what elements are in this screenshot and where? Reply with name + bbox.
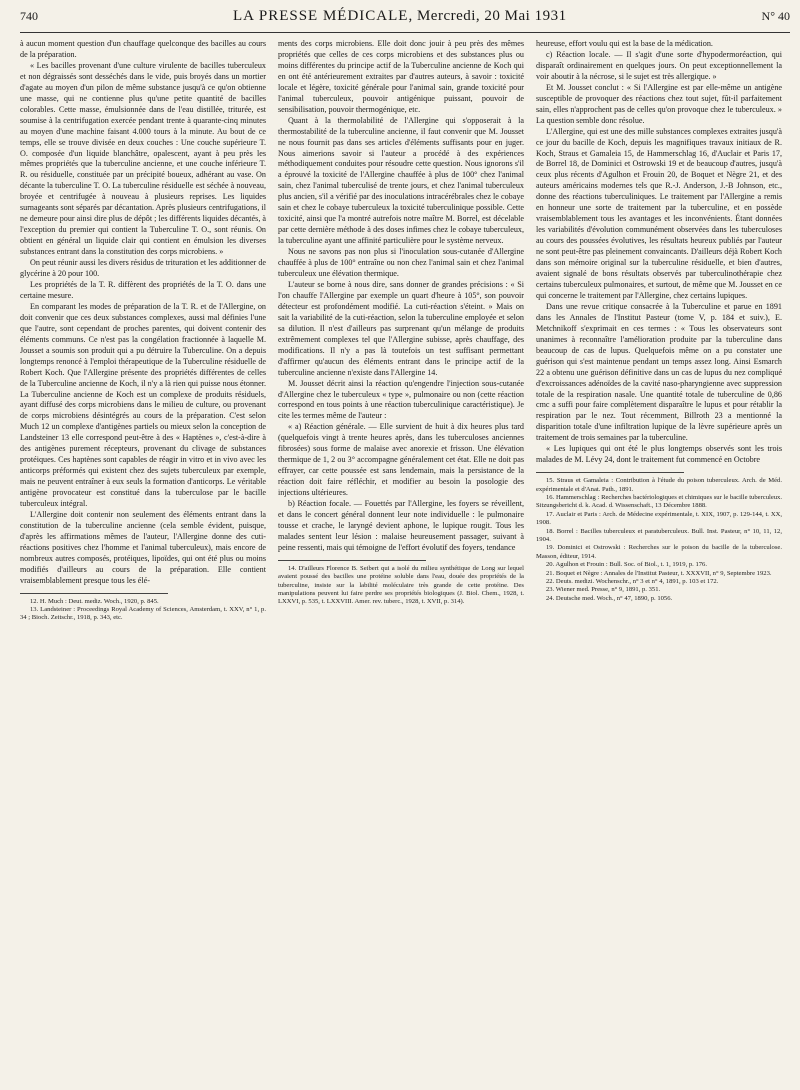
column-3 (536, 39, 782, 1059)
footnote-divider (278, 560, 426, 561)
footnotes (278, 565, 524, 607)
running-title: LA PRESSE MÉDICALE, Mercredi, 20 Mai 1931 (232, 8, 567, 24)
footnote: 14. D'ailleurs Florence B. Seibert qui a isolé du milieu synthétique de Long sur lequel avaient poussé des bacilles une protéine soluble dans l'eau, douée des propriétés de la tuberculine, insiste sur la labilité moléculaire très grande de cette protéine. Des manipulations peuvent lui faire perdre ses propriétés biologiques (J. Biol. Chem., 1928, t. LXXVI, p. 535, t. LXXVIII. Amer. rev. tuberc., 1928, t. XVII, p. 314). (278, 564, 524, 606)
paragraph: c) Réaction locale. — Il s'agit d'une sorte d'hypodermoréaction, qui disparaît ordinairement en quelques jours. On peut exceptionnellement la voir aboutir à la nécrose, si le sujet est très allergique. » (536, 49, 782, 81)
paragraph: à aucun moment question d'un chauffage quelconque des bacilles au cours de la préparation. (20, 39, 266, 59)
paragraph: L'auteur se borne à nous dire, sans donner de grandes précisions : « Si l'on chauffe l'Allergine par exemple un quart d'heure à 105°, son pouvoir détecteur est profondément modifié. La cuti-réaction s'éteint. » Mais on sait la variabilité de la cuti-réaction, selon la tuberculine employée et selon sa dilution. Il n'est d'ailleurs pas surprenant qu'un mélange de produits extrêmement complexes tel que l'Allergine subisse, après chauffage, des modifications. Il n'y a pas là toutefois un test suffisant permettant d'affirmer qu'aucun des éléments entrant dans le principe actif de la tuberculine ancienne n'existe dans l'Allergine 14. (278, 279, 524, 377)
paragraph: Dans une revue critique consacrée à la Tuberculine et parue en 1891 dans les Annales de l'Institut Pasteur (tome V, p. 184 et suiv.), E. Metchnikoff s'exprimait en ces termes : « Tous les observateurs sont unanimes à reconnaître l'amélioration produite par la tuberculine dans beaucoup de cas de lupus. Quelquefois même on a pu constater une guérison qui s'est maintenue pendant un temps assez long. Ainsi Esmarch 22 a obtenu une guérison définitive dans un cas de lupus du nez compliqué d'excroissances adénoïdes de la cavité naso-pharyngienne avec suppression totale de la respiration nasale. Une quantité totale de tuberculine de 0,86 cmc a suffi pour faire complètement disparaître le lupus et pour rétablir la respiration par le nez. Tout récemment, Billroth 23 a mentionné la disparition totale d'une infiltration lupique de la lèvre supérieure après un traitement de trois semaines par la tuberculine. (536, 301, 782, 443)
footnote: 20. Agulhon et Frouin : Bull. Soc. of Biol., t. 1, 1919, p. 176. (546, 561, 708, 569)
paragraph: Nous ne savons pas non plus si l'inoculation sous-cutanée d'Allergine chauffée à plus de 100° entraîne ou non chez l'animal sain et chez l'animal tuberculeux une élévation thermique. (278, 247, 524, 279)
column-1 (20, 39, 266, 1059)
footnote: 23. Wiener med. Presse, n° 9, 1891, p. 351. (546, 586, 661, 594)
publication-name: LA PRESSE MÉDICALE (232, 8, 409, 24)
footnote: 12. H. Much : Deut. mediz. Woch., 1920, p. 845. (30, 597, 159, 605)
paragraph: L'Allergine, qui est une des mille substances complexes extraites jusqu'à ce jour du bacille de Koch, depuis les magnifiques travaux initiaux de R. Koch, Straus et Gamaleia 15, de Hammerschlag 16, d'Auclair et Paris 17, de Borrel 18, de Dominici et Ostrowski 19 et de beaucoup d'autres, jusqu'à ceux plus récents d'Agulhon et Frouin 20, de Boquet et Nègre 21, et des auteurs américains modernes tels que R.-J. Anderson, J.-B Johnson, etc., donne des réactions tuberculiniques. Le traitement par l'Allergine a remis en honneur une sorte de traitement par la tuberculine, et en possède vraisemblablement tous les avantages et les inconvénients. Étant données les variabilités d'évolution communément observées dans les tuberculoses au cours des poussées évolutives, les résultats heureux publiés par l'auteur ne sont peut-être pas pleinement convaincants. D'ailleurs déjà Robert Koch dans son mémoire original sur la tuberculine résiduelle, et bien d'autres, avaient signalé de bons résultats observés par tuberculinothérapie chez certains tuberculeux pulmonaires, et surtout, de même que M. Jousset en ce qui concerne le traitement par l'Allergine, chez certains lupiques. (536, 126, 782, 300)
issue-date: Mercredi, 20 Mai 1931 (416, 8, 567, 24)
paragraph: heureuse, effort voulu qui est la base de la médication. (536, 39, 713, 48)
footnote: 15. Straus et Gamaleia : Contribution à l'étude du poison tuberculeux. Arch. de Méd. expérimentale et d'Anat. Path., 1891. (536, 477, 782, 493)
paragraph: Quant à la thermolabilité de l'Allergine qui s'opposerait à la thermostabilité de la tuberculine ancienne, il faut convenir que M. Jousset ne nous fournit pas dans ses articles d'éléments suffisants pour en juger. Nous aimerions savoir si l'auteur a procédé à des expériences méthodiquement conduites pour résoudre cette question. Nous ignorons s'il a éprouvé la toxicité de l'Allergine chauffée à plus de 100° chez l'animal sain, chez l'animal tuberculisé de trente jours, et chez l'animal tuberculeux plus ancien, s'il a vérifié par des inoculations intracérébrales chez le cobaye sain et chez le cobaye tuberculeux la toxicité tuberculinique possible. Cette toxicité, ainsi que l'a montré autrefois notre maître M. Borrel, est décelable par cette dernière méthode à des doses infimes chez le cobaye tuberculeux, la tuberculine ayant une affinité particulière pour le système nerveux. (278, 115, 524, 246)
footnote: 18. Borrel : Bacilles tuberculeux et paratuberculeux. Bull. Inst. Pasteur, n° 10, 11, 12, 1904. (536, 527, 782, 544)
paragraph: L'Allergine doit contenir non seulement des éléments entrant dans la constitution de la tuberculine ancienne (cela semble évident, puisque, d'après les affirmations mêmes de l'auteur, l'Allergine donne des cuti-réactions positives chez l'homme et l'animal tuberculeux), mais encore de nombreux autres composés, protéiques, lipoïdes, qui ont été plus ou moins modifiés d'ailleurs au cours de la préparation. Elle contient vraisemblablement presque tous les élé- (20, 509, 266, 585)
footnote: 19. Dominici et Ostrowski : Recherches sur le poison du bacille de la tuberculose. Masson, éditeur, 1914. (536, 544, 782, 560)
paragraph: « Les lupiques qui ont été le plus longtemps observés sont les trois malades de M. Lévy 24, dont le traitement fut commencé en Octobre (536, 444, 782, 465)
footnote-divider (20, 593, 168, 594)
paragraph: On peut réunir aussi les divers résidus de trituration et les additionner de glycérine à 20 pour 100. (20, 258, 266, 279)
page-header (20, 8, 790, 33)
footnote: 16. Hammerschlag : Recherches bactériologiques et chimiques sur le bacille tuberculeux. Sitzungsbericht d. k. Acad. d. Wissenschaft., 13 Décembre 1888. (536, 493, 782, 510)
footnote: 24. Deutsche med. Woch., n° 47, 1890, p. 1056. (546, 594, 673, 602)
footnote: 17. Auclair et Paris : Arch. de Médecine expérimentale, t. XIX, 1907, p. 129-144, t. XX, 1908. (536, 510, 782, 527)
footnotes (536, 477, 782, 603)
paragraph: « Les bacilles provenant d'une culture virulente de bacilles tuberculeux et non dégraissés sont desséchés dans le vide, puis broyés dans un mortier d'agate au moyen d'un pilon de même substance jusqu'à ce qu'on obtienne une masse, qui ne contienne plus qu'une petite quantité de bacilles colorables. Cette masse, émulsionnée dans de l'eau distillée, triturée, est soumise à la centrifugation exercée pendant trente à quarante-cinq minutes au moyen d'une machine faisant 4.000 tours à la minute. Au bout de ce temps, elle se trouve divisée en deux couches : Une couche supérieure T. O. composée d'un liquide blanchâtre, opalescent, ayant à peu près les mêmes propriétés que la tuberculine ancienne, et une couche inférieure T. R. ou résiduelle, constituée par un précipité boueux, adhérant au vase. On décante la tuberculine T. O. La tuberculine résiduelle est séchée à nouveau, broyée et centrifugée à nouveau à plusieurs reprises. Les liquides surnageants sont séparés par décantation. Après plusieurs centrifugations, il ne demeure pour ainsi dire plus de dépôt ; les différents liquides décantés, à l'exception du premier qui contient la Tuberculine T. O., sont réunis. On obtient en général un liquide clair qui contient en émulsion les diverses substances entrant dans la constitution des corps microbiens. » (20, 60, 266, 257)
paragraph: En comparant les modes de préparation de la T. R. et de l'Allergine, on doit convenir que ces deux substances complexes, aussi mal définies l'une que l'autre, sont cependant de proches parentes, qui doivent contenir des éléments communs. Ce n'est pas la congélation fractionnée à laquelle M. Jousset a soumis son produit qui a pu détruire la Tuberculine. On a depuis longtemps renoncé à l'emploi thérapeutique de la Tuberculine résiduelle de Robert Koch. Que l'Allergine présente des propriétés différentes de celles de la Tuberculine ancienne de Koch, il n'y a là rien qui puisse nous étonner. La Tuberculine ancienne de Koch est un complexe de produits résiduels, ayant diffusé des corps microbiens dans le milieu de culture, ou provenant de corps microbiens désintégrés au cours de la préparation. C'est selon Much 12 un complexe d'antigènes partiels ou mieux selon la conception de Landsteiner 13 elle correspond peut-être à des « Haptènes », c'est-à-dire à des antigènes purement récepteurs, provenant du clivage de substances protéiques. Ces haptènes sont capables de réagir in vitro et in vivo avec les anticorps préformés qui existent chez des sujets tuberculeux par exemple, mais ne peuvent entraîner à eux seuls la formation d'anticorps. Le véritable antigène provocateur est constitué dans la tuberculose par le bacille tuberculeux intégral. (20, 301, 266, 509)
footnote-divider (536, 472, 684, 473)
paragraph: « a) Réaction générale. — Elle survient de huit à dix heures plus tard (quelquefois vingt à trente heures après, dans les tuberculoses anciennes fibrosées) sous forme de malaise avec anorexie et frisson. Une élévation thermique de 1, 2 ou 3° accompagne généralement cet état. Elle ne doit pas effrayer, car cette poussée est sans lendemain, mais la persistance de la réaction doit faire réfléchir, et modifier au besoin la posologie des injections ultérieures. (278, 422, 524, 498)
footnote: 13. Landsteiner : Proceedings Royal Academy of Sciences, Amsterdam, t. XXV, n° 1, p. 34 ; Bioch. Zeitschr., 1918, p. 343, etc. (20, 606, 266, 622)
footnotes (20, 598, 266, 623)
footnote: 22. Deuts. medizi. Wochenschr., n° 3 et n° 4, 1891, p. 103 et 172. (546, 578, 719, 586)
issue-number: N° 40 (761, 9, 790, 23)
text-columns (20, 39, 790, 1059)
paragraph: Et M. Jousset conclut : « Si l'Allergine est par elle-même un antigène susceptible de provoquer des réactions chez tout sujet, fût-il parfaitement sain, elles n'approchent pas de celles qu'on provoque chez le tuberculeux. » La question semble donc résolue. (536, 82, 782, 125)
paragraph: ments des corps microbiens. Elle doit donc jouir à peu près des mêmes propriétés que celles de ces corps microbiens et des substances plus ou moins différentes du principe actif de la Tuberculine ancienne de Koch qui en ont été antérieurement extraites par d'autres auteurs, à savoir : toxicité locale et légère, toxicité générale pour l'animal sain, grande toxicité pour l'animal tuberculeux, pouvoir antigénique puissant, pouvoir de sensibilisation, pouvoir thermogénique, etc. (278, 39, 524, 114)
paragraph: M. Jousset décrit ainsi la réaction qu'engendre l'injection sous-cutanée d'Allergine chez le tuberculeux « type », pulmonaire ou non (cette réaction correspond en tous points à une réaction tuberculinique caractéristique). Je cite les termes même de l'auteur : (278, 378, 524, 421)
journal-page (20, 8, 790, 1068)
paragraph: Les propriétés de la T. R. diffèrent des propriétés de la T. O. dans une certaine mesure. (20, 279, 266, 300)
page-number: 740 (20, 9, 38, 23)
paragraph: b) Réaction focale. — Fouettés par l'Allergine, les foyers se réveillent, et dans le concert général donnent leur note individuelle : le pulmonaire tousse et crache, le laryngé devient aphone, le lupique rougit. Tous les malades sentent leur lésion : malaise heureusement passager, suivant à peine ressenti, mais qui témoigne de l'effort évolutif des foyers, tendance (278, 499, 524, 552)
footnote: 21. Boquet et Nègre : Annales de l'Institut Pasteur, t. XXXVII, n° 9, Septembre 1923. (546, 569, 772, 577)
column-2 (278, 39, 524, 1059)
